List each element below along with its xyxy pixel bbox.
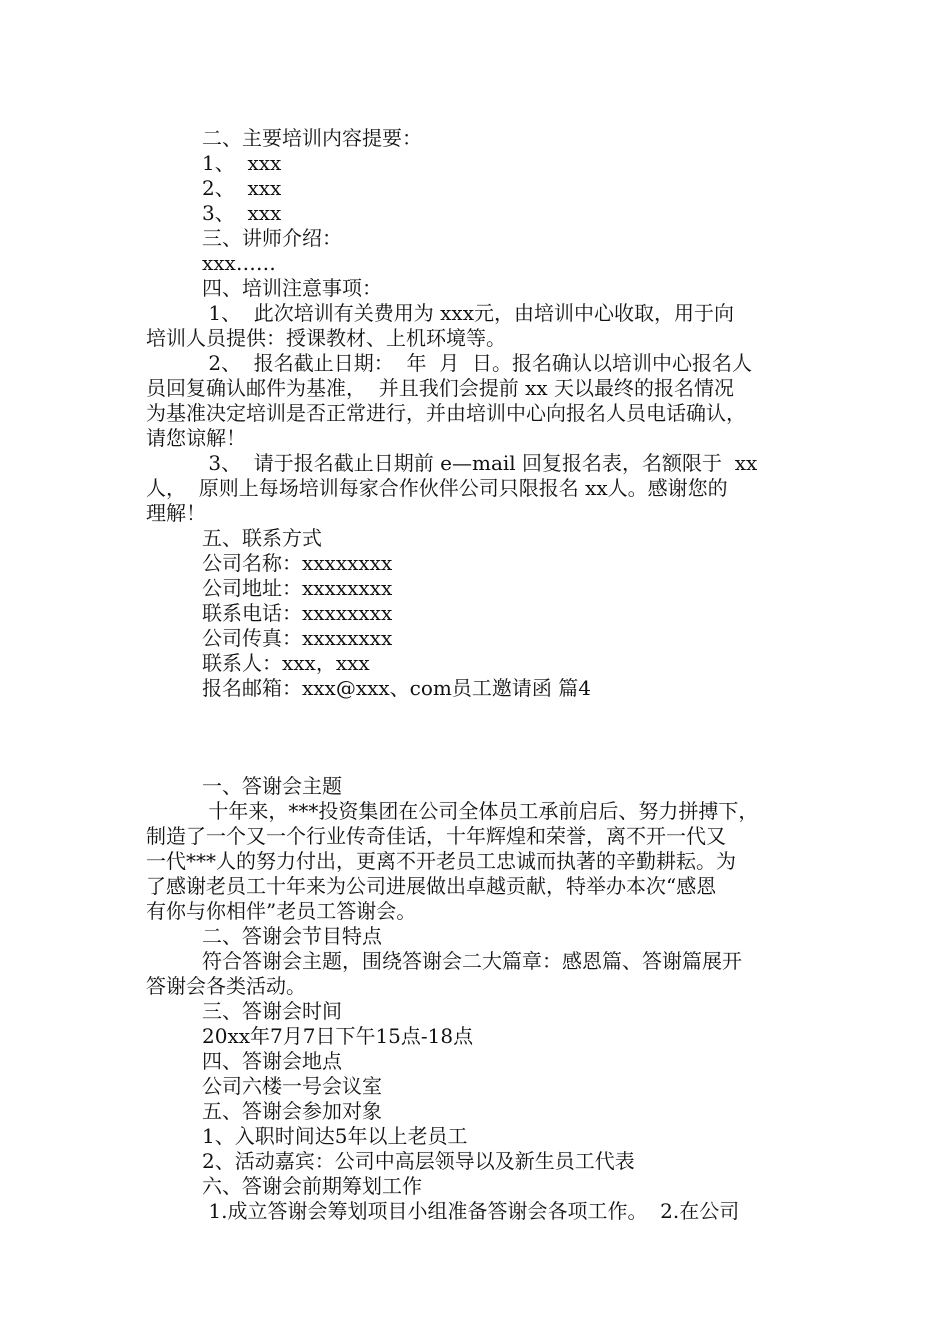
paragraph-line: 有你与你相伴”老员工答谢会。 bbox=[146, 899, 417, 923]
note-1-line: 培训人员提供：授课教材、上机环境等。 bbox=[146, 326, 506, 350]
event-place: 公司六楼一号会议室 bbox=[202, 1074, 382, 1098]
note-2-line: 请您谅解！ bbox=[146, 426, 246, 450]
section-heading-training-content: 二、主要培训内容提要： bbox=[202, 126, 422, 150]
section-heading-preparation: 六、答谢会前期筹划工作 bbox=[202, 1174, 422, 1198]
fax: 公司传真：xxxxxxxx bbox=[202, 626, 393, 650]
section-heading-place: 四、答谢会地点 bbox=[202, 1049, 342, 1073]
phone: 联系电话：xxxxxxxx bbox=[202, 601, 393, 625]
list-item: 3、 xxx bbox=[202, 201, 282, 225]
list-item: 1、入职时间达5年以上老员工 bbox=[202, 1124, 468, 1148]
paragraph-line: 制造了一个又一个行业传奇佳话，十年辉煌和荣誉，离不开一代又 bbox=[146, 824, 726, 848]
registration-email: 报名邮箱：xxx@xxx、com员工邀请函 篇4 bbox=[202, 676, 591, 700]
contact-person: 联系人：xxx，xxx bbox=[202, 651, 370, 675]
paragraph-line: 一代***人的努力付出，更离不开老员工忠诚而执著的辛勤耕耘。为 bbox=[146, 849, 736, 873]
section-heading-time: 三、答谢会时间 bbox=[202, 999, 342, 1023]
section-heading-contact: 五、联系方式 bbox=[202, 526, 322, 550]
note-2-line: 员回复确认邮件为基准， 并且我们会提前 xx 天以最终的报名情况 bbox=[146, 376, 734, 400]
paragraph-line: 了感谢老员工十年来为公司进展做出卓越贡献，特举办本次“感恩 bbox=[146, 874, 717, 898]
note-3-line: 理解！ bbox=[146, 501, 206, 525]
company-name: 公司名称：xxxxxxxx bbox=[202, 551, 393, 575]
list-item: 1、 xxx bbox=[202, 151, 282, 175]
paragraph-line: 符合答谢会主题，围绕答谢会二大篇章：感恩篇、答谢篇展开 bbox=[202, 949, 742, 973]
list-item: 2、 xxx bbox=[202, 176, 282, 200]
note-1-line: 1、 此次培训有关费用为 xxx元，由培训中心收取，用于向 bbox=[202, 301, 734, 325]
section-heading-lecturer: 三、讲师介绍： bbox=[202, 226, 342, 250]
paragraph-line: 1.成立答谢会筹划项目小组准备答谢会各项工作。 2.在公司 bbox=[202, 1199, 740, 1223]
event-time: 20xx年7月7日下午15点-18点 bbox=[202, 1024, 474, 1048]
note-3-line: 人， 原则上每场培训每家合作伙伴公司只限报名 xx人。感谢您的 bbox=[146, 476, 728, 500]
section-heading-notes: 四、培训注意事项： bbox=[202, 276, 382, 300]
company-address: 公司地址：xxxxxxxx bbox=[202, 576, 393, 600]
note-2-line: 2、 报名截止日期： 年 月 日。报名确认以培训中心报名人 bbox=[202, 351, 752, 375]
paragraph-line: 答谢会各类活动。 bbox=[146, 974, 306, 998]
section-heading-attendees: 五、答谢会参加对象 bbox=[202, 1099, 382, 1123]
paragraph-line: 十年来，***投资集团在公司全体员工承前启后、努力拼搏下， bbox=[202, 799, 759, 823]
section-heading-theme: 一、答谢会主题 bbox=[202, 774, 342, 798]
note-3-line: 3、 请于报名截止日期前 e—mail 回复报名表，名额限于 xx bbox=[202, 451, 758, 475]
list-item: 2、活动嘉宾：公司中高层领导以及新生员工代表 bbox=[202, 1149, 635, 1173]
section-heading-features: 二、答谢会节目特点 bbox=[202, 924, 382, 948]
lecturer-text: xxx…… bbox=[202, 251, 276, 275]
note-2-line: 为基准决定培训是否正常进行，并由培训中心向报名人员电话确认， bbox=[146, 401, 746, 425]
